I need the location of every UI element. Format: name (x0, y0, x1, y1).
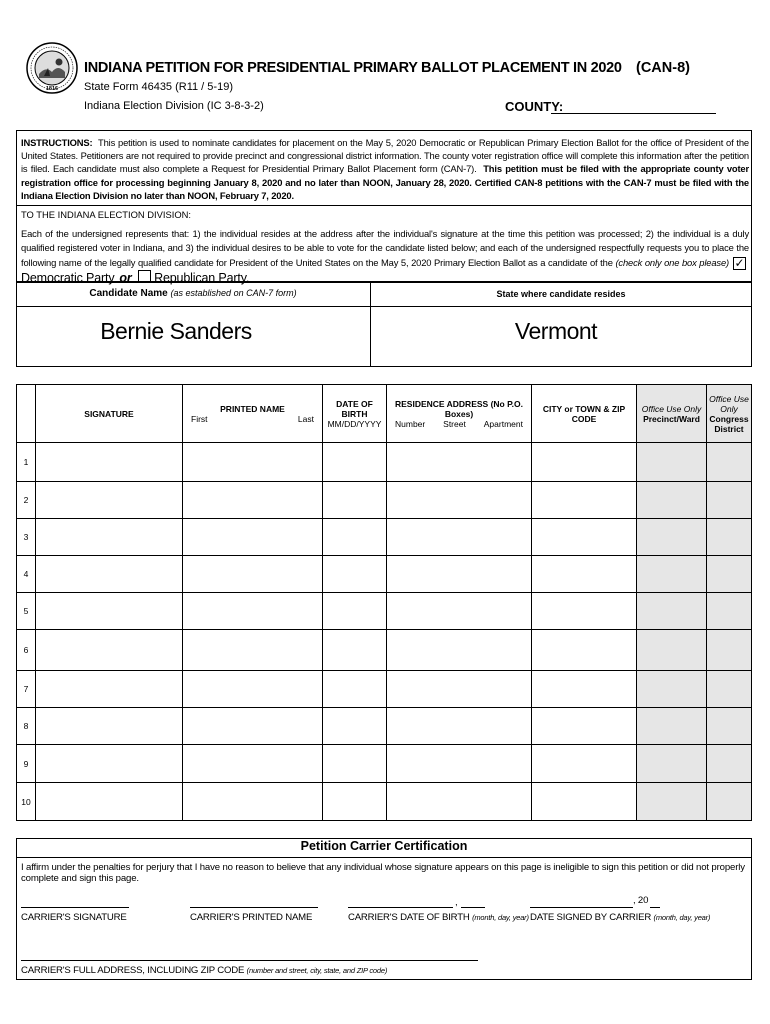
dob-header: DATE OF BIRTH MM/DD/YYYY (323, 385, 387, 443)
printed-name-cell[interactable] (183, 593, 323, 630)
table-row (17, 708, 752, 745)
county-label: COUNTY: (505, 99, 564, 114)
carrier-signature-label: CARRIER'S SIGNATURE (21, 912, 127, 923)
carrier-dob-field-1[interactable] (348, 907, 453, 908)
residence-cell[interactable] (387, 519, 532, 556)
carrier-printed-name-field[interactable] (190, 907, 318, 908)
congress-cell (707, 630, 752, 671)
residence-cell[interactable] (387, 671, 532, 708)
county-field[interactable] (551, 113, 716, 114)
form-title: INDIANA PETITION FOR PRESIDENTIAL PRIMARY BALLOT PLACEMENT IN 2020 (84, 60, 622, 76)
precinct-cell (637, 630, 707, 671)
residence-header: RESIDENCE ADDRESS (No P.O. Boxes) Number Street Apartment (387, 385, 532, 443)
residence-cell[interactable] (387, 708, 532, 745)
dob-cell[interactable] (323, 671, 387, 708)
congress-cell (707, 708, 752, 745)
row-number: 7 (17, 671, 36, 708)
row-number: 10 (17, 783, 36, 821)
dob-cell[interactable] (323, 630, 387, 671)
dob-cell[interactable] (323, 443, 387, 482)
candidate-name-field[interactable]: Bernie Sanders (100, 318, 252, 344)
city-cell[interactable] (532, 783, 637, 821)
table-row (17, 783, 752, 821)
residence-cell[interactable] (387, 745, 532, 783)
table-row (17, 482, 752, 519)
table-row (17, 745, 752, 783)
residence-cell[interactable] (387, 593, 532, 630)
table-row (17, 519, 752, 556)
precinct-cell (637, 745, 707, 783)
congress-cell (707, 593, 752, 630)
signature-cell[interactable] (36, 556, 183, 593)
city-cell[interactable] (532, 745, 637, 783)
row-number: 9 (17, 745, 36, 783)
signature-cell[interactable] (36, 745, 183, 783)
residence-cell[interactable] (387, 630, 532, 671)
printed-name-cell[interactable] (183, 482, 323, 519)
printed-name-cell[interactable] (183, 519, 323, 556)
precinct-cell (637, 783, 707, 821)
congress-cell (707, 671, 752, 708)
table-row (17, 593, 752, 630)
congress-cell (707, 556, 752, 593)
row-number: 1 (17, 443, 36, 482)
city-cell[interactable] (532, 593, 637, 630)
residence-cell[interactable] (387, 443, 532, 482)
printed-name-cell[interactable] (183, 556, 323, 593)
table-row (17, 671, 752, 708)
precinct-cell (637, 443, 707, 482)
signature-cell[interactable] (36, 783, 183, 821)
congress-cell (707, 482, 752, 519)
precinct-cell (637, 482, 707, 519)
dob-cell[interactable] (323, 783, 387, 821)
table-row (17, 556, 752, 593)
dob-cell[interactable] (323, 556, 387, 593)
dob-cell[interactable] (323, 519, 387, 556)
precinct-header: Office Use Only Precinct/Ward (637, 385, 707, 443)
state-seal-icon (26, 42, 78, 94)
residence-cell[interactable] (387, 556, 532, 593)
carrier-address-field[interactable] (21, 960, 478, 961)
precinct-cell (637, 556, 707, 593)
signature-cell[interactable] (36, 708, 183, 745)
printed-name-header: PRINTED NAME First Last (183, 385, 323, 443)
row-number: 5 (17, 593, 36, 630)
city-cell[interactable] (532, 443, 637, 482)
carrier-dob-label: CARRIER'S DATE OF BIRTH (month, day, year) (348, 912, 529, 923)
congress-header: Office Use Only Congress District (707, 385, 752, 443)
table-row (17, 630, 752, 671)
certification-box (16, 838, 752, 980)
democratic-label: Democratic Party (21, 270, 115, 285)
city-cell[interactable] (532, 556, 637, 593)
residence-cell[interactable] (387, 783, 532, 821)
signature-cell[interactable] (36, 671, 183, 708)
date-signed-field[interactable] (530, 907, 633, 908)
carrier-dob-field-2[interactable] (461, 907, 485, 908)
signature-cell[interactable] (36, 519, 183, 556)
election-division: Indiana Election Division (IC 3-8-3-2) (84, 100, 264, 112)
state-form-number: State Form 46435 (R11 / 5-19) (84, 81, 233, 93)
instructions-text: INSTRUCTIONS: This petition is used to nominate candidates for placement on the May 5, 2020 Democratic or Republican Primary Election Ballot for the office of President of the United States. Petitioners are not required to provide precinct and congressional district information. The county voter registration office will complete this information after the petition is filed. Each candidate must also complete a Request for Presidential Primary Ballot Placement form (CAN-7). This petition must be filed with the appropriate county voter registration office for processing beginning January 8, 2020 and no later than NOON, January 28, 2020. Certified CAN-8 petitions with the CAN-7 must be filed with the Indiana Election Division no later than NOON, February 7, 2020. (21, 137, 749, 201)
candidate-state-header: State where candidate resides (496, 289, 626, 299)
precinct-cell (637, 593, 707, 630)
to-division-heading: TO THE INDIANA ELECTION DIVISION: (21, 209, 191, 220)
city-cell[interactable] (532, 671, 637, 708)
dob-cell[interactable] (323, 745, 387, 783)
republican-checkbox[interactable] (138, 270, 151, 283)
residence-cell[interactable] (387, 482, 532, 519)
congress-cell (707, 443, 752, 482)
signature-header: SIGNATURE (36, 385, 183, 443)
signature-cell[interactable] (36, 443, 183, 482)
candidate-state-field[interactable]: Vermont (514, 318, 598, 344)
congress-cell (707, 783, 752, 821)
form-code: (CAN-8) (636, 60, 690, 76)
signature-table (16, 384, 752, 821)
table-row (17, 443, 752, 482)
precinct-cell (637, 671, 707, 708)
city-cell[interactable] (532, 482, 637, 519)
affirmation-text: I affirm under the penalties for perjury that I have no reason to believe that any individual whose signature appears on this page is ineligible to sign this petition or did not properly complete and sign this page. (21, 862, 745, 884)
row-number: 8 (17, 708, 36, 745)
precinct-cell (637, 708, 707, 745)
row-number: 2 (17, 482, 36, 519)
printed-name-cell[interactable] (183, 708, 323, 745)
printed-name-cell[interactable] (183, 745, 323, 783)
certification-title: Petition Carrier Certification (300, 839, 468, 853)
republican-label: Republican Party. (154, 270, 250, 285)
congress-cell (707, 745, 752, 783)
date-signed-label: DATE SIGNED BY CARRIER (month, day, year) (530, 912, 711, 923)
city-cell[interactable] (532, 630, 637, 671)
carrier-address-label: CARRIER'S FULL ADDRESS, INCLUDING ZIP CODE (number and street, city, state, and ZIP code) (21, 965, 388, 976)
svg-text:1816: 1816 (45, 86, 59, 92)
precinct-cell (637, 519, 707, 556)
city-cell[interactable] (532, 519, 637, 556)
row-number: 4 (17, 556, 36, 593)
signature-cell[interactable] (36, 593, 183, 630)
candidate-name-header: Candidate Name (as established on CAN-7 form) (89, 288, 297, 299)
printed-name-cell[interactable] (183, 671, 323, 708)
signature-cell[interactable] (36, 482, 183, 519)
signature-cell[interactable] (36, 630, 183, 671)
carrier-printed-name-label: CARRIER'S PRINTED NAME (190, 912, 313, 923)
divider (16, 205, 752, 206)
city-header: CITY or TOWN & ZIP CODE (532, 385, 637, 443)
dob-cell[interactable] (323, 593, 387, 630)
dob-cell[interactable] (323, 708, 387, 745)
carrier-signature-field[interactable] (21, 907, 129, 908)
row-number: 3 (17, 519, 36, 556)
printed-name-cell[interactable] (183, 630, 323, 671)
representation-text: Each of the undersigned represents that: 1) the individual resides at the address after the individual's signature at the time this petition was processed; 2) the individual is a duly qualified registered voter in Indiana, and 3) the individual desires to be able to vote for the candidate listed below; and each of the undersigned respectfully requests you to place the following name of the legally qualified candidate for President of the United States on the May 5, 2020 Primary Election Ballot as a candidate of the (check only one box please) ✓Democratic Party or Republican Party. (21, 228, 749, 285)
dob-cell[interactable] (323, 482, 387, 519)
printed-name-cell[interactable] (183, 783, 323, 821)
congress-cell (707, 519, 752, 556)
printed-name-cell[interactable] (183, 443, 323, 482)
row-number: 6 (17, 630, 36, 671)
date-signed-year-field[interactable] (650, 907, 660, 908)
city-cell[interactable] (532, 708, 637, 745)
democratic-checkbox[interactable]: ✓ (734, 255, 745, 270)
